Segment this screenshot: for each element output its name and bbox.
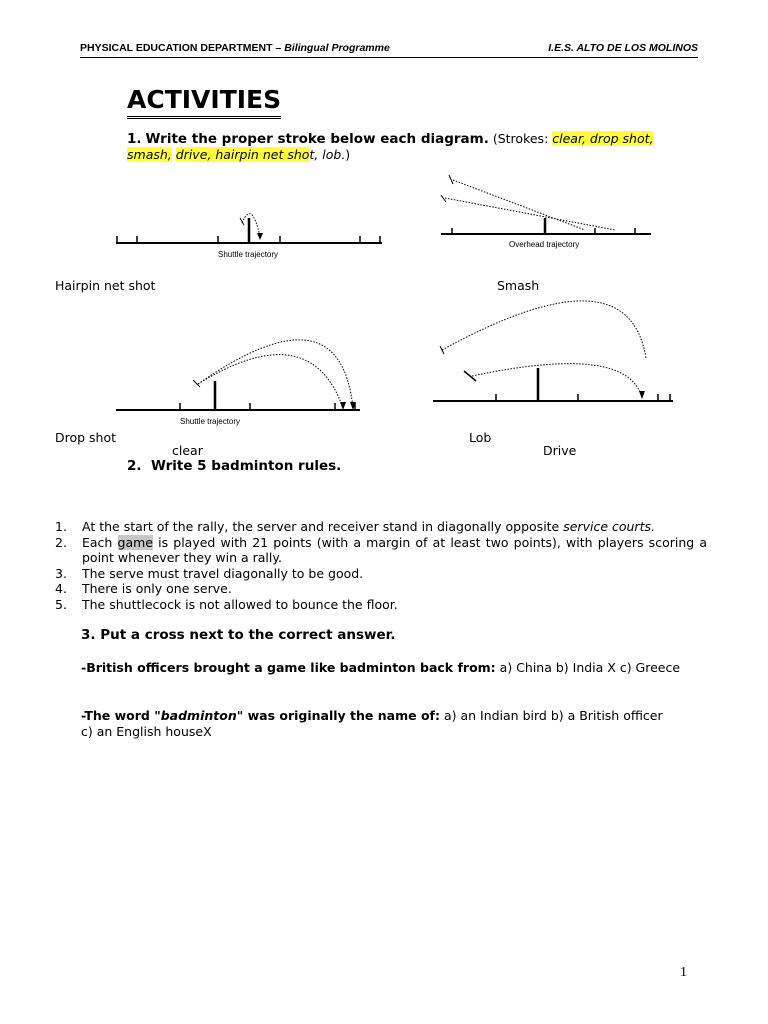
question-3: 3. Put a cross next to the correct answer. bbox=[81, 627, 396, 643]
mcq-1-options: a) China b) India X c) Greece bbox=[495, 660, 681, 675]
answer-clear: clear bbox=[172, 443, 203, 458]
header-school: I.E.S. ALTO DE LOS MOLINOS bbox=[548, 42, 698, 54]
answer-smash: Smash bbox=[497, 278, 540, 293]
mcq-2-options: a) an Indian bird b) a British officer bbox=[439, 708, 663, 723]
diagram-lob-drive bbox=[428, 288, 678, 408]
mcq-1-question: -British officers brought a game like badminton back from: bbox=[81, 660, 496, 675]
list-item: 2. Each game is played with 21 points (with a margin of at least two points), with players scoring a point whenever they win a rally. bbox=[55, 534, 707, 565]
caption-shuttle-trajectory: Shuttle trajectory bbox=[218, 250, 279, 259]
mcq-2 bbox=[81, 708, 679, 740]
rules-list bbox=[55, 519, 707, 612]
question-1 bbox=[127, 131, 687, 162]
question-1-number: 1. bbox=[127, 131, 142, 147]
mcq-2-question: -The word "badminton" was originally the name of: bbox=[81, 708, 440, 723]
list-item: 1. At the start of the rally, the server and receiver stand in diagonally opposite service courts. bbox=[55, 519, 655, 534]
diagram-dropshot-clear bbox=[110, 310, 370, 430]
page-number: 1 bbox=[680, 965, 687, 980]
page-header bbox=[80, 42, 698, 58]
question-1-text: Write the proper stroke below each diagram. bbox=[145, 131, 489, 147]
answer-lob: Lob bbox=[469, 430, 492, 445]
question-2: 2. Write 5 badminton rules. bbox=[127, 458, 342, 474]
caption-overhead-trajectory: Overhead trajectory bbox=[509, 240, 580, 249]
mcq-1 bbox=[81, 660, 681, 675]
header-department: PHYSICAL EDUCATION DEPARTMENT – Bilingual Programme bbox=[80, 42, 390, 54]
answer-drive: Drive bbox=[543, 443, 577, 458]
caption-shuttle-trajectory-2: Shuttle trajectory bbox=[180, 417, 241, 426]
strokes-list: (Strokes: clear, drop shot, smash, drive, hairpin net shot, lob.) bbox=[127, 131, 654, 162]
diagram-smash bbox=[435, 168, 660, 253]
list-item: 3. The serve must travel diagonally to be good. bbox=[55, 565, 364, 581]
page-title: ACTIVITIES bbox=[127, 84, 281, 119]
answer-drop-shot: Drop shot bbox=[55, 430, 117, 445]
list-item: 5. The shuttlecock is not allowed to bounce the floor. bbox=[55, 596, 398, 612]
mcq-2-options-2: c) an English houseX bbox=[81, 724, 212, 739]
list-item: 4. There is only one serve. bbox=[55, 581, 232, 596]
answer-hairpin: Hairpin net shot bbox=[55, 278, 156, 293]
diagram-hairpin bbox=[110, 205, 390, 265]
